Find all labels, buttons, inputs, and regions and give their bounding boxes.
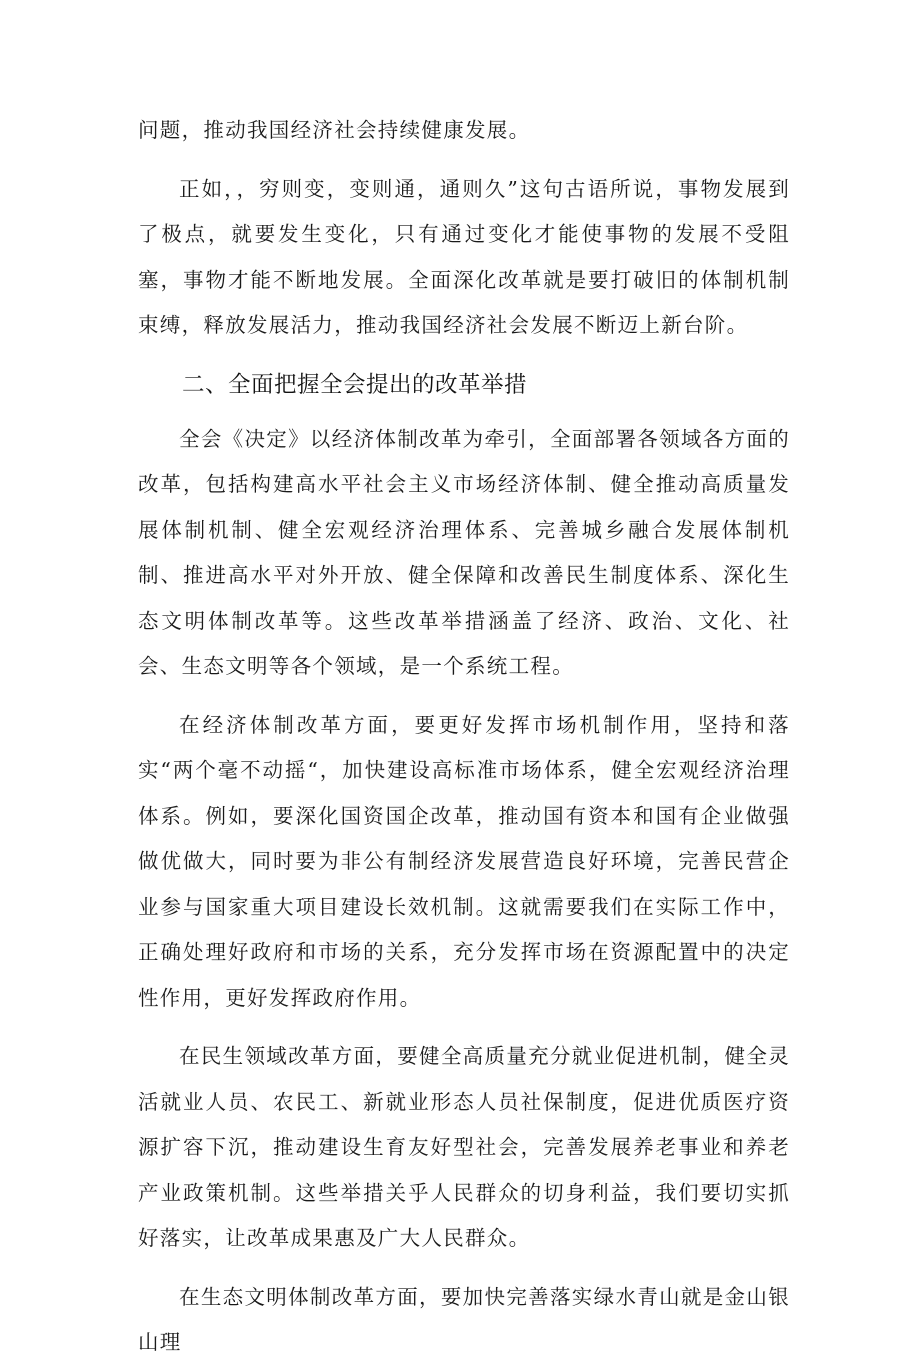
paragraph-quote-change: 正如，，穷则变，变则通，通则久”这句古语所说，事物发展到了极点，就要发生变化，只有通过变化才能使事物的发展不受阻塞，事物才能不断地发展。全面深化改革就是要打破旧的体制机制束缚，释放发展活力，推动我国经济社会发展不断迈上新台阶。 (138, 176, 790, 337)
paragraph-continuation: 问题，推动我国经济社会持续健康发展。 (138, 118, 531, 142)
paragraph-ecological-reform: 在生态文明体制改革方面，要加快完善落实绿水青山就是金山银山理 (138, 1284, 790, 1354)
paragraph-livelihood-reform: 在民生领域改革方面，要健全高质量充分就业促进机制，健全灵活就业人员、农民工、新就业形态人员社保制度，促进优质医疗资源扩容下沉，推动建设生育友好型社会，完善发展养老事业和养老产业政策机制。这些举措关乎人民群众的切身利益，我们要切实抓好落实，让改革成果惠及广大人民群众。 (138, 1044, 790, 1250)
paragraph-economic-reform: 在经济体制改革方面，要更好发挥市场机制作用，坚持和落实“两个毫不动摇“，加快建设高标准市场体系，健全宏观经济治理体系。例如，要深化国资国企改革，推动国有资本和国有企业做强做优做大，同时要为非公有制经济发展营造良好环境，完善民营企业参与国家重大项目建设长效机制。这就需要我们在实际工作中，正确处理好政府和市场的关系，充分发挥市场在资源配置中的决定性作用，更好发挥政府作用。 (138, 712, 790, 1010)
paragraph-decision-overview: 全会《决定》以经济体制改革为牵引，全面部署各领域各方面的改革，包括构建高水平社会主义市场经济体制、健全推动高质量发展体制机制、健全宏观经济治理体系、完善城乡融合发展体制机制、推进高水平对外开放、健全保障和改善民生制度体系、深化生态文明体制改革等。这些改革举措涵盖了经济、政治、文化、社会、生态文明等各个领域，是一个系统工程。 (138, 426, 790, 678)
section-heading: 二、全面把握全会提出的改革举措 (182, 371, 528, 398)
document-body (138, 108, 790, 1366)
